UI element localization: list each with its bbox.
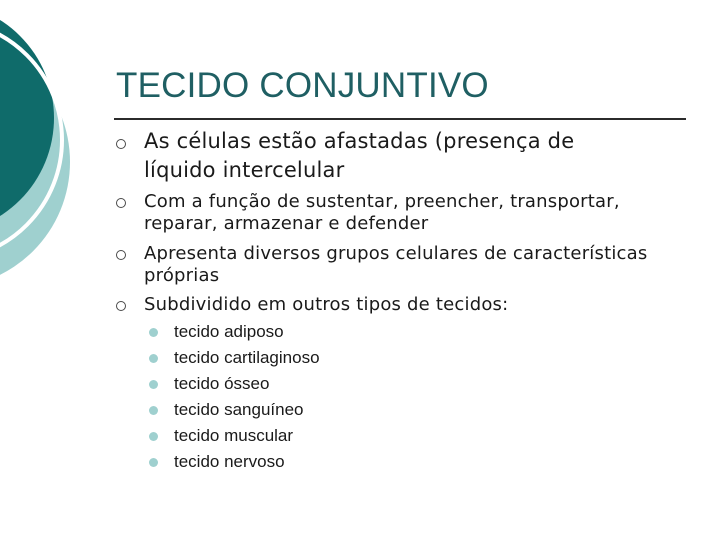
sub-bullet-text: tecido adiposo bbox=[174, 322, 284, 341]
bullet-icon bbox=[116, 301, 126, 311]
bullet-text: líquido intercelular bbox=[144, 158, 345, 182]
sub-bullet-icon bbox=[149, 406, 158, 415]
sub-bullet-icon bbox=[149, 458, 158, 467]
bullet-text: Com a função de sustentar, preencher, transportar, bbox=[144, 191, 620, 212]
bullet-text: As células estão afastadas (presença de bbox=[144, 129, 575, 153]
sub-bullet-icon bbox=[149, 328, 158, 337]
bullet-icon bbox=[116, 139, 126, 149]
slide-title: TECIDO CONJUNTIVO bbox=[116, 66, 489, 105]
sub-bullet-text: tecido sanguíneo bbox=[174, 400, 304, 419]
sub-bullet-text: tecido ósseo bbox=[174, 374, 270, 393]
decorative-circles bbox=[0, 0, 110, 300]
sub-bullet-text: tecido muscular bbox=[174, 426, 294, 445]
sub-bullet-icon bbox=[149, 354, 158, 363]
sub-bullet-icon bbox=[149, 380, 158, 389]
bullet-text: Subdividido em outros tipos de tecidos: bbox=[144, 294, 509, 315]
bullet-text: próprias bbox=[144, 265, 220, 286]
bullet-icon bbox=[116, 198, 126, 208]
bullet-icon bbox=[116, 250, 126, 260]
sub-bullet-text: tecido nervoso bbox=[174, 452, 285, 471]
sub-bullet-icon bbox=[149, 432, 158, 441]
title-underline bbox=[114, 118, 686, 120]
bullet-text: reparar, armazenar e defender bbox=[144, 213, 429, 234]
sub-bullet-text: tecido cartilaginoso bbox=[174, 348, 320, 367]
bullet-text: Apresenta diversos grupos celulares de características bbox=[144, 243, 648, 264]
